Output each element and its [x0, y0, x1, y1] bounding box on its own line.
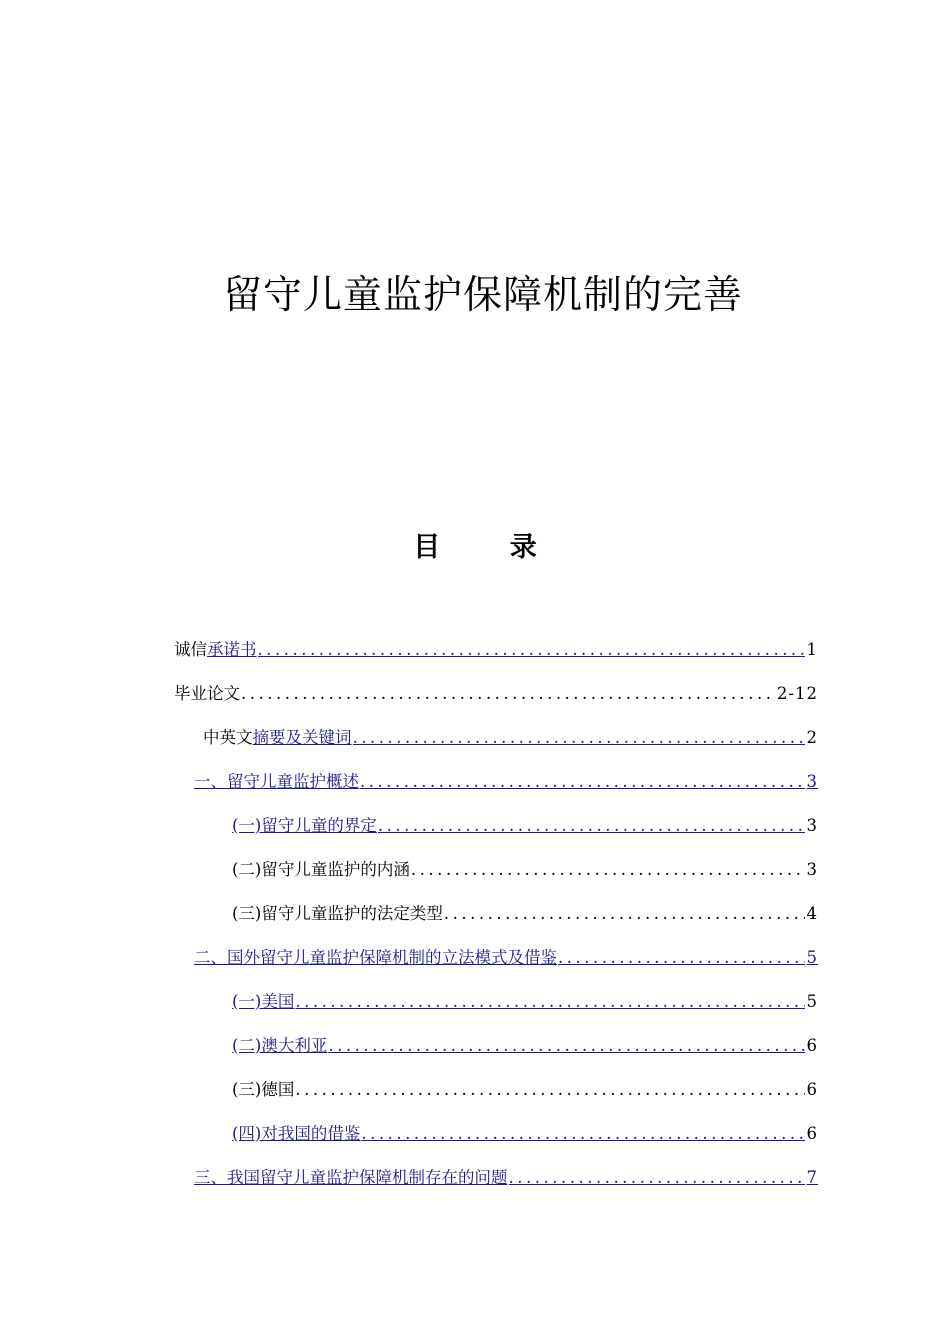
toc-entry-section-2-4[interactable]	[232, 1120, 818, 1148]
toc-entry-thesis	[174, 680, 818, 708]
toc-entry-prefix: 中英文	[203, 728, 253, 747]
toc-entry-page[interactable]: 3	[806, 772, 818, 791]
toc-entry-label[interactable]: 摘要及关键词	[252, 728, 352, 747]
toc-entry-prefix: 诚信	[174, 640, 207, 659]
toc-leader-dots	[360, 768, 805, 796]
toc-entry-page: 6	[806, 1080, 818, 1099]
toc-entry-label[interactable]: (四)对我国的借鉴	[232, 1124, 361, 1143]
toc-entry-page: 1	[806, 640, 818, 659]
toc-leader-dots	[295, 1076, 804, 1104]
toc-leader-dots	[328, 1032, 804, 1060]
toc-entry-label: 毕业论文	[174, 684, 240, 703]
toc-entry-section-2-1[interactable]	[232, 988, 818, 1016]
toc-entry-label[interactable]: (一)美国	[232, 992, 295, 1011]
toc-heading: 目 录	[413, 532, 567, 563]
toc-entry-label[interactable]: (二)澳大利亚	[232, 1036, 328, 1055]
toc-entry-chapter-3[interactable]	[194, 1164, 818, 1192]
toc-entry-page: 3	[806, 816, 818, 835]
toc-leader-dots	[353, 724, 805, 752]
toc-entry-section-1-3	[232, 900, 818, 928]
toc-entry-page[interactable]: 5	[806, 948, 818, 967]
toc-leader-dots	[361, 1120, 804, 1148]
toc-entry-label[interactable]: 承诺书	[207, 640, 257, 659]
toc-entry-page: 6	[806, 1124, 818, 1143]
document-title: 留守儿童监护保障机制的完善	[222, 273, 743, 318]
toc-leader-dots	[444, 900, 805, 928]
toc-leader-dots	[258, 636, 805, 664]
toc-leader-dots	[411, 856, 805, 884]
toc-entry-abstract[interactable]	[203, 724, 818, 752]
toc-entry-integrity-pledge[interactable]	[174, 636, 818, 664]
toc-entry-page: 5	[806, 992, 818, 1011]
toc-leader-dots	[241, 680, 775, 708]
toc-entry-chapter-2[interactable]	[194, 944, 818, 972]
toc-leader-dots	[558, 944, 805, 972]
toc-leader-dots	[378, 812, 805, 840]
toc-entry-label: (三)留守儿童监护的法定类型	[232, 904, 443, 923]
toc-entry-page[interactable]: 7	[806, 1168, 818, 1187]
toc-entry-label[interactable]: (一)留守儿童的界定	[232, 816, 377, 835]
toc-entry-label: (二)留守儿童监护的内涵	[232, 860, 410, 879]
toc-entry-page: 3	[806, 860, 818, 879]
toc-entry-section-1-1[interactable]	[232, 812, 818, 840]
toc-entry-chapter-1[interactable]	[194, 768, 818, 796]
toc-entry-page: 6	[806, 1036, 818, 1055]
toc-entry-label[interactable]: 三、我国留守儿童监护保障机制存在的问题	[194, 1168, 508, 1187]
toc-entry-label: (三)德国	[232, 1080, 295, 1099]
toc-entry-label[interactable]: 一、留守儿童监护概述	[194, 772, 359, 791]
toc-entry-section-2-2[interactable]	[232, 1032, 818, 1060]
toc-entry-section-1-2	[232, 856, 818, 884]
toc-entry-label[interactable]: 二、国外留守儿童监护保障机制的立法模式及借鉴	[194, 948, 557, 967]
toc-leader-dots	[295, 988, 804, 1016]
toc-leader-dots	[509, 1164, 805, 1192]
toc-entry-page: 2	[806, 728, 818, 747]
toc-entry-page: 2-12	[776, 684, 818, 703]
toc-entry-section-2-3	[232, 1076, 818, 1104]
toc-entry-page: 4	[806, 904, 818, 923]
